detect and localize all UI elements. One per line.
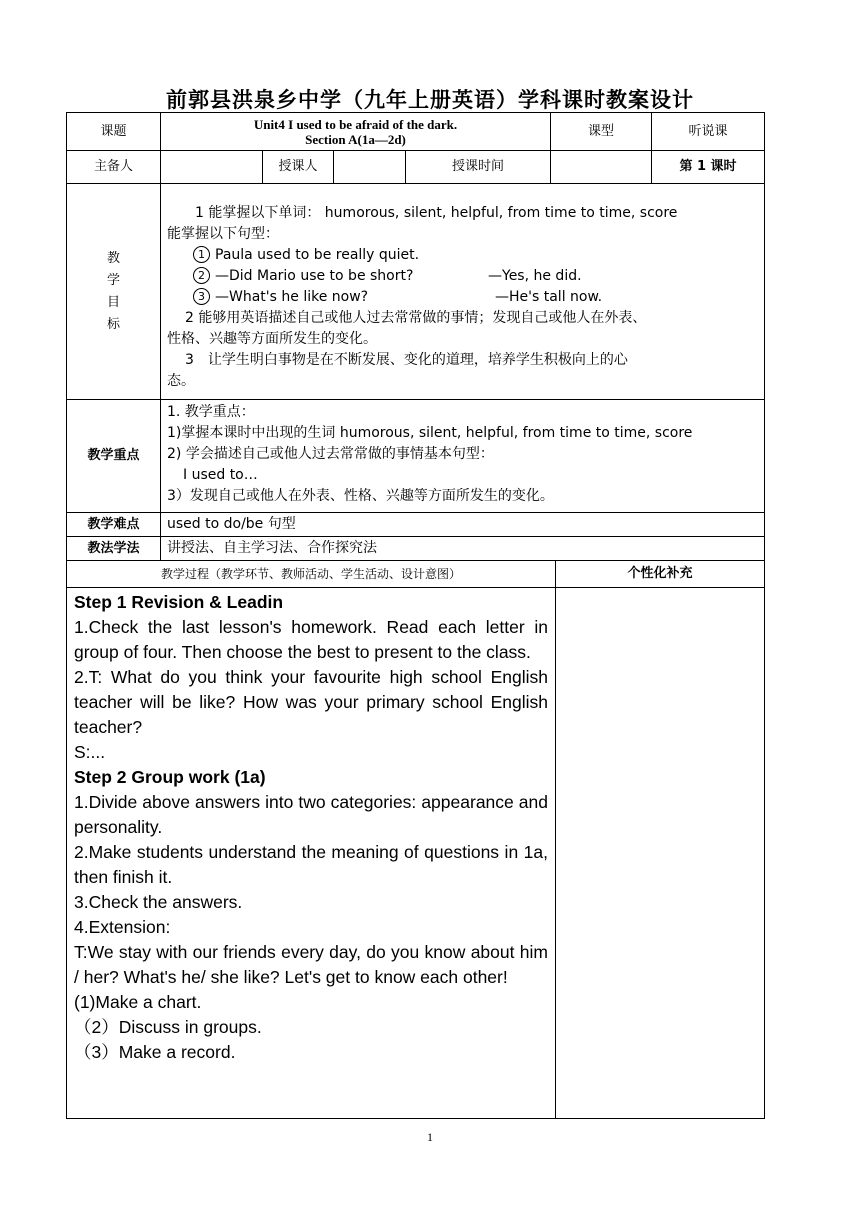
step-title: Step 2 Group work (1a) bbox=[74, 767, 266, 787]
type-value: 听说课 bbox=[688, 123, 728, 139]
goals-ability-line: 2 能够用英语描述自己或他人过去常常做的事情；发现自己或他人在外表、 bbox=[185, 310, 647, 326]
methods-label: 教法学法 bbox=[87, 540, 140, 556]
methods-value-cell bbox=[160, 536, 765, 561]
period-cell bbox=[651, 150, 765, 184]
period-value: 第 1 课时 bbox=[679, 159, 737, 175]
difficulty-value: used to do/be 句型 bbox=[167, 516, 296, 532]
step-paragraph: S:... bbox=[74, 742, 106, 762]
type-value-cell bbox=[651, 112, 765, 151]
methods-label-cell bbox=[66, 536, 161, 561]
type-label: 课型 bbox=[587, 123, 614, 139]
step-paragraph: 2.Make students understand the meaning of questions in 1a, then finish it. bbox=[74, 842, 548, 887]
sentence-answer: —Yes, he did. bbox=[488, 268, 582, 284]
time-label-cell bbox=[405, 150, 551, 184]
step-paragraph: 4.Extension: bbox=[74, 917, 171, 937]
step-title: Step 1 Revision & Leadin bbox=[74, 592, 284, 612]
step-paragraph: 3.Check the answers. bbox=[74, 892, 243, 912]
goals-sentence-heading: 能掌握以下句型： bbox=[167, 226, 279, 242]
keypoints-content-cell bbox=[160, 399, 765, 513]
goals-vocab-line: 1 能掌握以下单词： humorous, silent, helpful, from time to time, score bbox=[195, 205, 678, 221]
topic-label-cell bbox=[66, 112, 161, 151]
sentence-answer: —He's tall now. bbox=[495, 289, 603, 305]
time-label: 授课时间 bbox=[451, 159, 504, 175]
goals-attitude-line-cont: 态。 bbox=[167, 373, 195, 389]
step-paragraph: 1.Divide above answers into two categories: appearance and personality. bbox=[74, 792, 548, 837]
keypoints-line: 1. 教学重点： bbox=[167, 404, 255, 420]
goals-ability-line-cont: 性格、兴趣等方面所发生的变化。 bbox=[167, 331, 377, 347]
process-body-cell bbox=[66, 587, 556, 1119]
process-header-right bbox=[555, 560, 765, 588]
sentence-question: —What's he like now? bbox=[215, 289, 369, 305]
difficulty-label-cell bbox=[66, 512, 161, 537]
preparer-label-cell bbox=[66, 150, 161, 184]
keypoints-label: 教学重点 bbox=[87, 448, 140, 464]
goals-label-char: 标 bbox=[106, 316, 120, 332]
step-paragraph: (1)Make a chart. bbox=[74, 992, 202, 1012]
step-paragraph: 1.Check the last lesson's homework. Read each letter in group of four. Then choose the best to present to the class. bbox=[74, 617, 548, 662]
time-value-cell bbox=[550, 150, 652, 184]
difficulty-label: 教学难点 bbox=[87, 516, 140, 532]
keypoints-line: 3）发现自己或他人在外表、性格、兴趣等方面所发生的变化。 bbox=[167, 488, 554, 504]
teacher-label-cell bbox=[262, 150, 334, 184]
teacher-label: 授课人 bbox=[278, 159, 318, 175]
keypoints-line: 1)掌握本课时中出现的生词 humorous, silent, helpful, from time to time, score bbox=[167, 425, 693, 441]
topic-label: 课题 bbox=[100, 123, 127, 139]
circled-number: 2 bbox=[193, 267, 210, 284]
sentence-text: Paula used to be really quiet. bbox=[215, 247, 420, 263]
circled-number: 3 bbox=[193, 288, 210, 305]
goals-label-cell bbox=[66, 183, 161, 400]
goals-sentence-3 bbox=[167, 287, 758, 308]
methods-value: 讲授法、自主学习法、合作探究法 bbox=[167, 540, 377, 556]
goals-sentence-1 bbox=[167, 245, 758, 266]
sentence-question: —Did Mario use to be short? bbox=[215, 268, 414, 284]
page-title: 前郭县洪泉乡中学（九年上册英语）学科课时教案设计 bbox=[166, 88, 694, 112]
goals-content-cell bbox=[160, 183, 765, 400]
supplement-body-cell bbox=[555, 587, 765, 1119]
goals-attitude-line: 3 让学生明白事物是在不断发展、变化的道理，培养学生积极向上的心 bbox=[185, 352, 628, 368]
keypoints-line: 2) 学会描述自己或他人过去常常做的事情基本句型： bbox=[167, 446, 494, 462]
process-header-left bbox=[66, 560, 556, 588]
topic-line-1: Unit4 I used to be afraid of the dark. bbox=[253, 116, 458, 132]
step-paragraph: T:We stay with our friends every day, do you know about him / her? What's he/ she like? Let's get to know each other! bbox=[74, 942, 548, 987]
circled-number: 1 bbox=[193, 246, 210, 263]
preparer-value-cell bbox=[160, 150, 263, 184]
step-paragraph: 2.T: What do you think your favourite high school English teacher will be like? How was your primary school English teacher? bbox=[74, 667, 548, 737]
teacher-value-cell bbox=[333, 150, 406, 184]
supplement-header-text: 个性化补充 bbox=[627, 566, 693, 582]
type-label-cell bbox=[550, 112, 652, 151]
goals-label-char: 目 bbox=[106, 294, 120, 310]
goals-sentence-2 bbox=[167, 266, 758, 287]
process-header-text: 教学过程（教学环节、教师活动、学生活动、设计意图） bbox=[160, 566, 461, 581]
step-paragraph: （2）Discuss in groups. bbox=[74, 1017, 262, 1037]
page-number: 1 bbox=[427, 1130, 433, 1144]
difficulty-value-cell bbox=[160, 512, 765, 537]
topic-line-2: Section A(1a—2d) bbox=[305, 131, 406, 147]
goals-label-char: 教 bbox=[106, 250, 120, 266]
step-paragraph: （3）Make a record. bbox=[74, 1042, 236, 1062]
topic-value-cell bbox=[160, 112, 551, 151]
goals-label-char: 学 bbox=[106, 272, 120, 288]
preparer-label: 主备人 bbox=[93, 159, 133, 175]
keypoints-line: I used to… bbox=[183, 467, 258, 483]
keypoints-label-cell bbox=[66, 399, 161, 513]
